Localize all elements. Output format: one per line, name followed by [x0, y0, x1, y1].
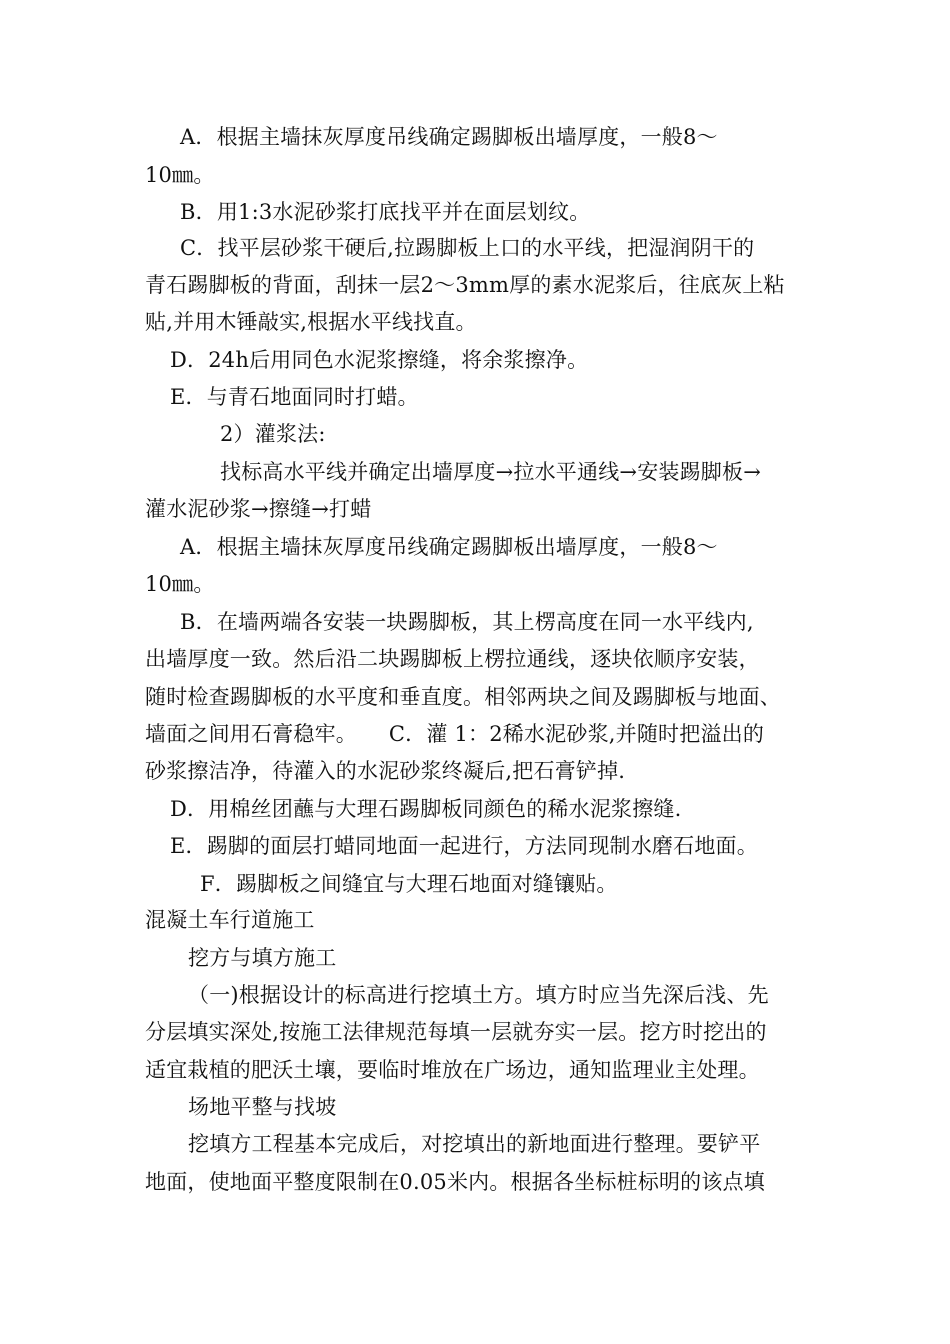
text-line: F．踢脚板之间缝宜与大理石地面对缝镶贴。	[200, 872, 618, 896]
text-line: 地面，使地面平整度限制在0.05米内。根据各坐标桩标明的该点填	[145, 1170, 765, 1194]
text-line: 墙面之间用石膏稳牢。 C．灌 1：2稀水泥砂浆,并随时把溢出的	[145, 722, 765, 746]
subsection-heading: 挖方与填方施工	[188, 946, 337, 970]
text-line: 10㎜。	[145, 163, 215, 187]
text-line: E．与青石地面同时打蜡。	[170, 385, 419, 409]
text-line: 找标高水平线并确定出墙厚度→拉水平通线→安装踢脚板→	[220, 460, 761, 484]
text-line: D．24h后用同色水泥浆擦缝，将余浆擦净。	[170, 348, 589, 372]
text-line: A．根据主墙抹灰厚度吊线确定踢脚板出墙厚度，一般8～	[180, 125, 718, 149]
text-line: 分层填实深处,按施工法律规范每填一层就夯实一层。挖方时挖出的	[145, 1020, 767, 1044]
text-line: 2）灌浆法:	[220, 422, 326, 446]
text-line: 出墙厚度一致。然后沿二块踢脚板上楞拉通线，逐块依顺序安装，	[145, 647, 760, 671]
text-line: E．踢脚的面层打蜡同地面一起进行，方法同现制水磨石地面。	[170, 834, 758, 858]
text-line: 灌水泥砂浆→擦缝→打蜡	[145, 497, 372, 521]
subsection-heading: 场地平整与找坡	[188, 1095, 337, 1119]
text-line: C．找平层砂浆干硬后,拉踢脚板上口的水平线，把湿润阴干的	[180, 236, 755, 260]
text-line: 贴,并用木锤敲实,根据水平线找直。	[145, 310, 477, 334]
text-line: 挖填方工程基本完成后，对挖填出的新地面进行整理。要铲平	[188, 1132, 761, 1156]
section-heading: 混凝土车行道施工	[145, 908, 315, 932]
text-line: A．根据主墙抹灰厚度吊线确定踢脚板出墙厚度，一般8～	[180, 535, 718, 559]
text-line: B．用1:3水泥砂浆打底找平并在面层划纹。	[180, 200, 591, 224]
text-line: 青石踢脚板的背面，刮抹一层2～3mm厚的素水泥浆后，往底灰上粘	[145, 273, 785, 297]
text-line: 适宜栽植的肥沃土壤，要临时堆放在广场边，通知监理业主处理。	[145, 1058, 760, 1082]
text-line: 10㎜。	[145, 572, 215, 596]
text-line: 随时检查踢脚板的水平度和垂直度。相邻两块之间及踢脚板与地面、	[145, 685, 781, 709]
text-line: （一)根据设计的标高进行挖填土方。填方时应当先深后浅、先	[188, 983, 769, 1007]
text-line: B．在墙两端各安装一块踢脚板，其上楞高度在同一水平线内,	[180, 610, 754, 634]
text-line: 砂浆擦洁净，待灌入的水泥砂浆终凝后,把石膏铲掉.	[145, 759, 626, 783]
text-line: D．用棉丝团蘸与大理石踢脚板同颜色的稀水泥浆擦缝.	[170, 797, 682, 821]
